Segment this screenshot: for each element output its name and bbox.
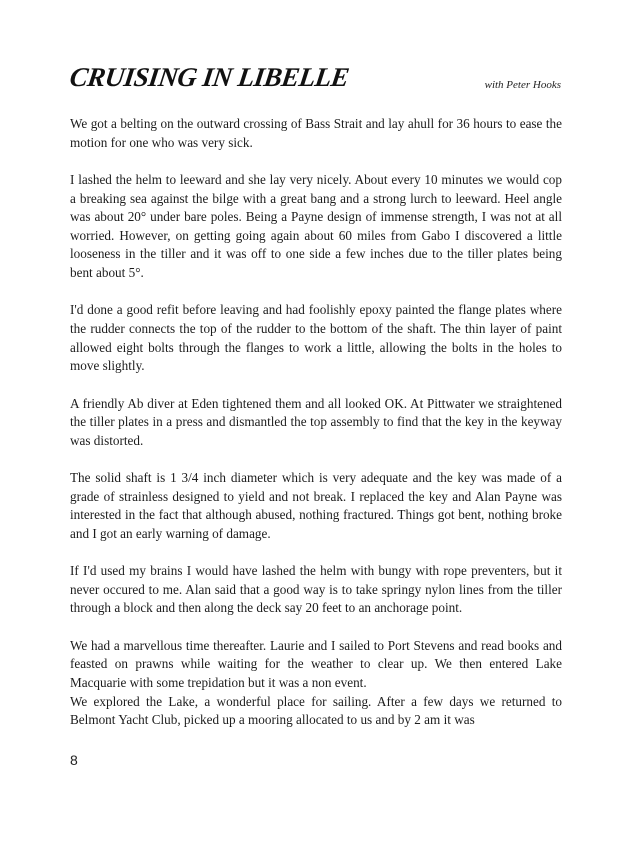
paragraph-solid-shaft: The solid shaft is 1 3/4 inch diameter which is very adequate and the key was made of a grade of strainless designed to yield and not break. I replaced the key and Alan Payne was interested in the fact that although abused, nothing fractured. Things got bent, nothing broke and I got an early warning of damage.	[70, 470, 562, 541]
paragraph-refit: I'd done a good refit before leaving and had foolishly epoxy painted the flange plates where the rudder connects the top of the rudder to the bottom of the shaft. The thin layer of paint allowed eight bolts through the flanges to work a little, allowing the bolts in the holes to move slightly.	[70, 302, 562, 374]
paragraph-bungy: If I'd used my brains I would have lashed the helm with bungy with rope preventers, but it never occured to me. Alan said that a good way is to take springy nylon lines from the tiller through a block and then along the deck say 20 feet to an anchorage point.	[70, 563, 562, 616]
paragraph-eden-diver: A friendly Ab diver at Eden tightened them and all looked OK. At Pittwater we straightened the tiller plates in a press and dismantled the top assembly to find that the key in the keyway was distorted.	[70, 395, 562, 448]
article-body	[70, 115, 562, 749]
article-title: CRUISING IN LIBELLE	[67, 62, 351, 92]
paragraph-helm-lashed: I lashed the helm to leeward and she lay very nicely. About every 10 minutes we would cop a breaking sea against the bilge with a great bang and a strong lurch to leeward. Heel angle was about 20° under bare poles. Being a Payne design of immense strength, I was not at all worried. However, on getting going again about 60 miles from Gabo I discovered a little looseness in the tiller and it was off to one side a few inches due to the tiller plates being bent about 5°.	[70, 171, 562, 280]
article-byline: with Peter Hooks	[484, 79, 561, 91]
page-number: 8	[70, 752, 78, 768]
paragraph-port-stevens: We had a marvellous time thereafter. Laurie and I sailed to Port Stevens and read books and feasted on prawns while waiting for the weather to clear up. We then entered Lake Macquarie with some trepidation but it was a non event.	[70, 637, 562, 691]
paragraph-lake-macquarie: We explored the Lake, a wonderful place for sailing. After a few days we returned to Belmont Yacht Club, picked up a mooring allocated to us and by 2 am it was	[70, 693, 562, 728]
paragraph-bass-strait: We got a belting on the outward crossing of Bass Strait and lay ahull for 36 hours to ease the motion for one who was very sick.	[70, 116, 562, 150]
